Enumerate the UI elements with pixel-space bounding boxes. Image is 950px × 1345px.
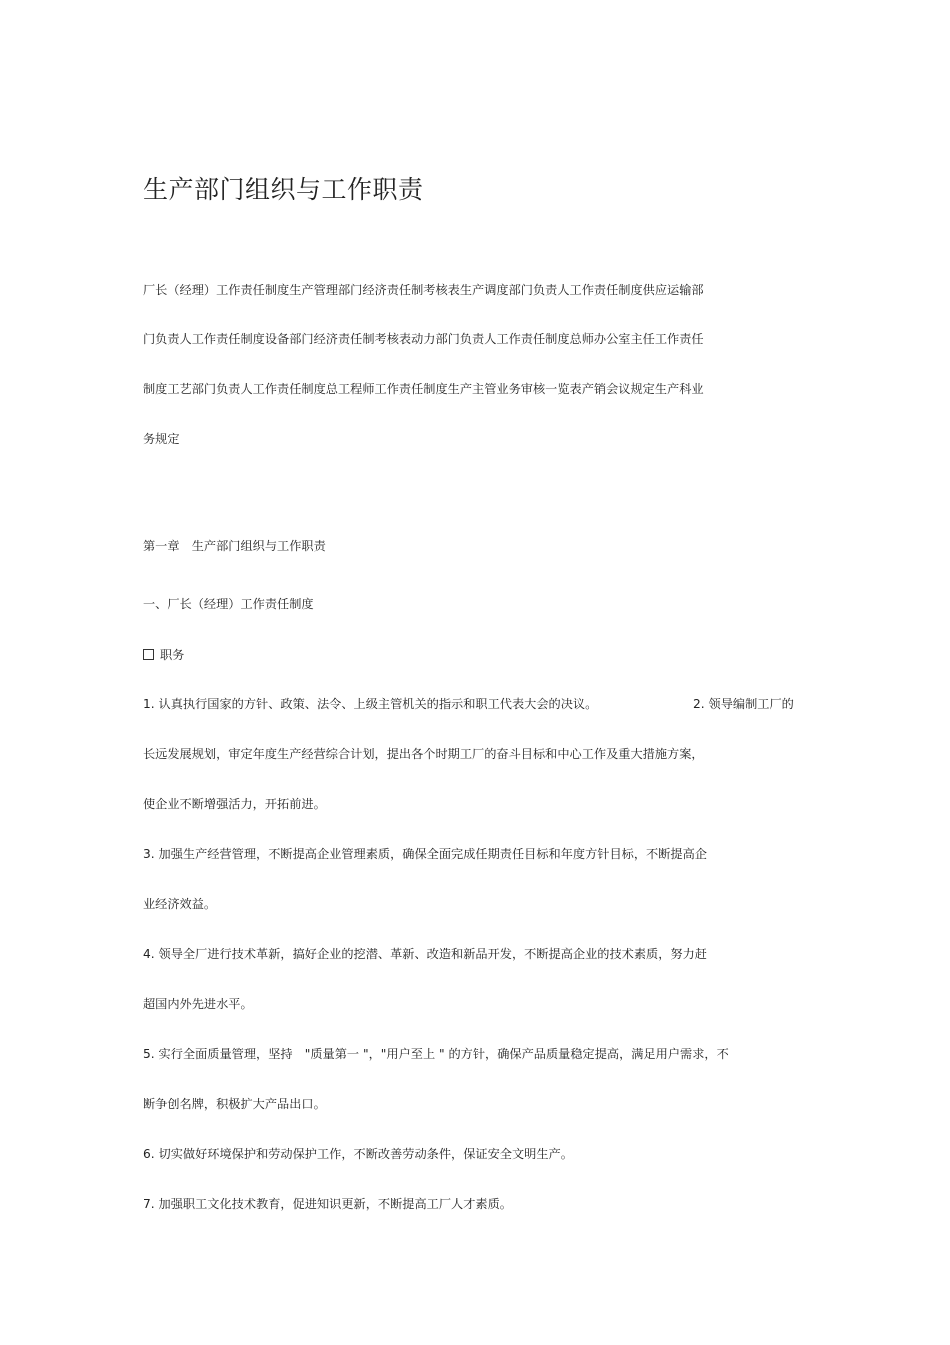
duty-item-4-line: 超国内外先进水平。 xyxy=(143,997,253,1011)
duty-item-5-line: 断争创名牌，积极扩大产品出口。 xyxy=(143,1097,326,1111)
duty-item-2-line: 使企业不断增强活力，开拓前进。 xyxy=(143,797,326,811)
duty-item-4: 4. 领导全厂进行技术革新，搞好企业的挖潜、革新、改造和新品开发，不断提高企业的技术素质，努力赶 xyxy=(143,947,707,961)
duties-label: 职务 xyxy=(160,648,185,662)
duty-item-2-start: 2. 领导编制工厂的 xyxy=(693,697,794,711)
toc-line: 厂长（经理）工作责任制度生产管理部门经济责任制考核表生产调度部门负责人工作责任制度供应运输部 xyxy=(143,283,704,297)
duty-item-6: 6. 切实做好环境保护和劳动保护工作，不断改善劳动条件，保证安全文明生产。 xyxy=(143,1147,573,1161)
checkbox-icon xyxy=(143,649,154,660)
chapter-heading: 第一章 生产部门组织与工作职责 xyxy=(143,539,326,553)
document-title: 生产部门组织与工作职责 xyxy=(143,175,424,204)
duty-item-2-line: 长远发展规划，审定年度生产经营综合计划，提出各个时期工厂的奋斗目标和中心工作及重大措施方案， xyxy=(143,747,704,761)
duties-heading xyxy=(143,645,184,665)
duty-item-1: 1. 认真执行国家的方针、政策、法令、上级主管机关的指示和职工代表大会的决议。 xyxy=(143,697,598,711)
toc-line: 门负责人工作责任制度设备部门经济责任制考核表动力部门负责人工作责任制度总师办公室主任工作责任 xyxy=(143,332,704,346)
toc-line: 制度工艺部门负责人工作责任制度总工程师工作责任制度生产主管业务审核一览表产销会议规定生产科业 xyxy=(143,382,704,396)
duty-item-7: 7. 加强职工文化技术教育，促进知识更新，不断提高工厂人才素质。 xyxy=(143,1197,512,1211)
duty-item-3: 3. 加强生产经营管理，不断提高企业管理素质，确保全面完成任期责任目标和年度方针目标，不断提高企 xyxy=(143,847,707,861)
section-heading: 一、厂长（经理）工作责任制度 xyxy=(143,597,314,611)
duty-item-3-line: 业经济效益。 xyxy=(143,897,217,911)
toc-line: 务规定 xyxy=(143,432,180,446)
duty-item-5: 5. 实行全面质量管理，坚持 "质量第一 "，"用户至上 " 的方针，确保产品质量稳定提高，满足用户需求，不 xyxy=(143,1047,729,1061)
